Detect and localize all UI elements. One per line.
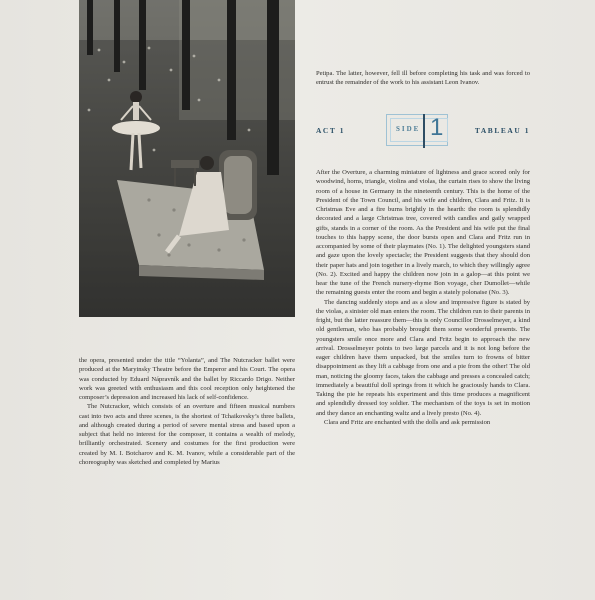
left-paragraph-2: The Nutcracker, which consists of an overture and fifteen musical numbers cast into two acts and three scenes, is the shortest of Tchaikovsky’s three ballets, and although created during a period of severe mental stress and based upon a subject that held no interest for the composer, it contains a wealth of melody, brilliantly orchestrated. Scenery and costumes for the first production were created by M. I. Botcharov and K. M. Ivanov, while a considerable part of the choreography was sketched and completed by Marius (79, 403, 295, 466)
act-side-tableau-heading (316, 112, 530, 152)
right-paragraph-3: Clara and Fritz are enchanted with the dolls and ask permission (324, 418, 491, 426)
ballet-photo (79, 0, 295, 317)
side-divider (423, 114, 425, 148)
left-paragraph-1: the opera, presented under the title “Yolanta”, and The Nutcracker ballet were produced at the Maryinsky Theatre before the Emperor and his Court. The opera was conducted by Eduard Nápravník and the ballet by Riccardo Drigo. Neither work was greeted with enthusiasm and this cool reception only heightened the composer’s depression and increased his lack of self-confidence. (79, 357, 295, 401)
tableau-label: TABLEAU 1 (474, 126, 530, 135)
side-number: 1 (430, 114, 444, 141)
right-column-top-text (316, 69, 530, 88)
right-paragraph-top: Petipa. The latter, however, fell ill before completing his task and was forced to entrust the remainder of the work to his assistant Leon Ivanov. (316, 70, 530, 87)
ballet-photo-illustration (79, 0, 295, 317)
act-label: ACT 1 (316, 126, 346, 135)
left-column-text (79, 356, 295, 467)
side-label: SIDE (396, 125, 421, 133)
right-column-text (316, 168, 530, 427)
right-paragraph-1: After the Overture, a charming miniature of lightness and grace scored only for woodwind, horns, triangle, violins and violas, the curtain rises to show the living room of a house in Germany in the nineteenth century. This is the home of the President of the Town Council, and his wife and children, Clara and Fritz. It is Christmas Eve and a fire burns brightly in the hearth: the room is splendidly decorated and a large Christmas tree, covered with candles and gaily wrapped gifts, stands in a corner of the room. As the President and his wife put the final touches to this happy scene, the door bursts open and Clara and Fritz run in accompanied by some of their playmates (No. 1). The delighted youngsters stand and gaze upon the lovely spectacle; the President suggests that they should don their paper hats and join together in a lively march, to which they willingly agree (No. 2). Excited and happy the children now join in a galop—at this point we hear the tune of the French nursery-rhyme Bon voyage, cher Dumollet—while the remaining guests enter the room and begin a stately polonaise (No. 3). (316, 169, 530, 297)
right-paragraph-2: The dancing suddenly stops and as a slow and impressive figure is stated by the violas, a sinister old man enters the room. The children run to their parents in fright, but the latter reassure them—this is only Councillor Drosselmeyer, a kind old gentleman, who has probably brought them some wonderful presents. The youngsters smile once more and Clara and Fritz begin to approach the new arrival. Drosselmeyer points to two large parcels and it is not long before the eager children have them unpacked, but the smiles turn to frowns of bitter disappointment as they lift a cabbage from one and a pie from the other! The old man, noticing the gloomy faces, takes the cabbage and presses a concealed catch; immediately a beautiful doll springs from it which he graciously hands to Clara. Taking the pie he repeats his experiment and this time produces a magnificent and splendidly dressed toy soldier. The mechanism of the toys is set in motion and they dance an enchanting waltz and a lively presto (No. 4). (316, 298, 530, 417)
side-box (386, 114, 448, 146)
